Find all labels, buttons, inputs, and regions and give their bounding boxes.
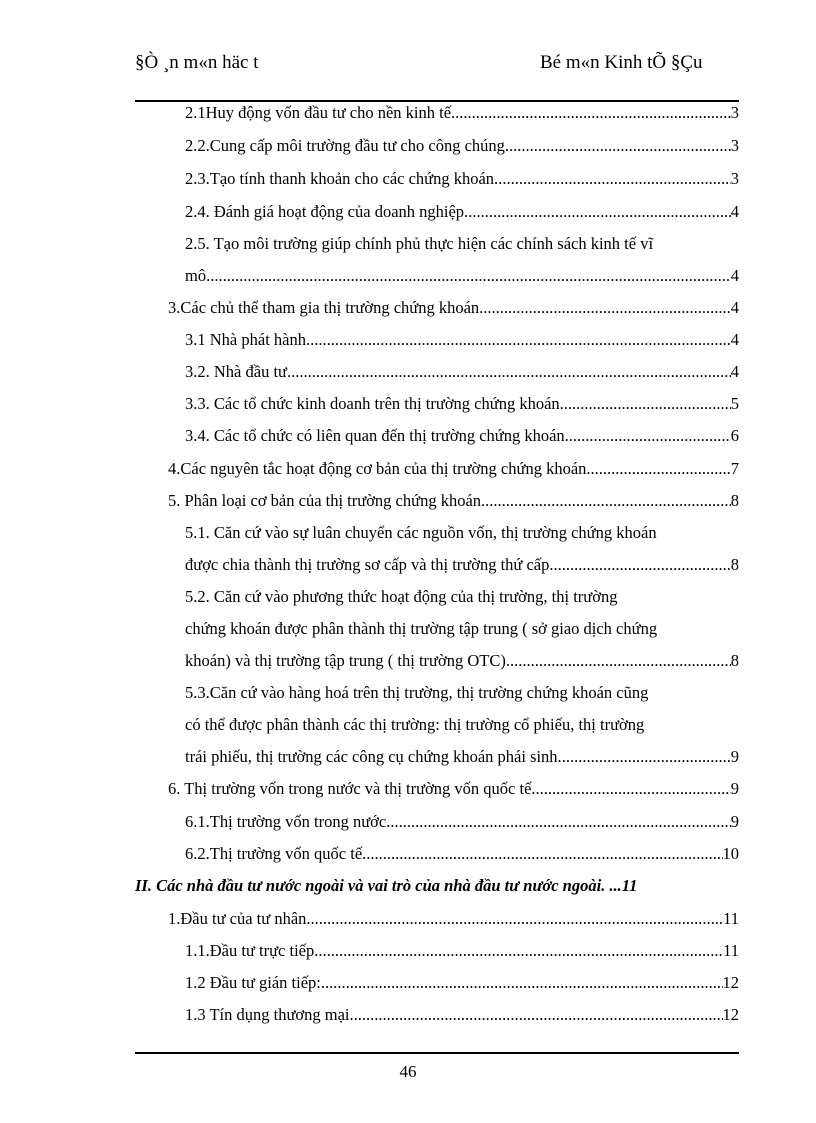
toc-entry-page: 5 (730, 394, 739, 413)
toc-entry-page: 4 (730, 202, 739, 221)
toc-entry (185, 549, 739, 581)
toc-entry-page: 7 (730, 459, 739, 478)
toc-entry-text: 3.Các chủ thể tham gia thị trường chứng khoán. (168, 298, 484, 317)
toc-entry (185, 388, 739, 420)
leader-dots (311, 903, 724, 935)
toc-entry-text-line: 2.5. Tạo môi trường giúp chính phủ thực hiện các chính sách kinh tế vĩ (185, 234, 654, 253)
leader-dots (562, 741, 731, 773)
toc-entry-text: 2.1Huy động vốn đầu tư cho nền kinh tế. (185, 103, 456, 122)
toc-entry-page: 8 (730, 491, 739, 510)
leader-dots (509, 130, 731, 162)
toc-entry (185, 838, 739, 870)
footer-rule (135, 1052, 739, 1054)
toc-entry (185, 999, 739, 1031)
toc-entry-text: 2.2.Cung cấp môi trường đầu tư cho công chúng. (185, 136, 510, 155)
toc-entry (185, 97, 739, 129)
toc-entry-text-line: có thể được phân thành các thị trường: thị trường cổ phiếu, thị trường (185, 715, 645, 734)
toc-entry (185, 163, 739, 195)
toc-entry-page: 11 (723, 941, 739, 960)
toc-entry (185, 356, 739, 388)
toc-entry (185, 420, 739, 452)
toc-entry-page: 6 (730, 426, 739, 445)
leader-dots (554, 549, 731, 581)
toc-entry-text-line: 5.2. Căn cứ vào phương thức hoạt động của thị trường, thị trường (185, 587, 618, 606)
toc-entry-text: 1.3 Tín dụng thương mại. (185, 1005, 354, 1024)
toc-entry-text: 6.1.Thị trường vốn trong nước. (185, 812, 391, 831)
toc-entry-page: 10 (722, 844, 739, 863)
toc-entry-text: trái phiếu, thị trường các công cụ chứng khoán phái sinh. (185, 747, 562, 766)
toc-entry-text-line: 5.3.Căn cứ vào hàng hoá trên thị trường, thị trường chứng khoán cũng (185, 683, 649, 702)
page-number: 46 (399, 1062, 417, 1081)
toc-entry-page: 4 (730, 266, 739, 285)
toc-entry-page: 4 (730, 298, 739, 317)
toc-entry-page: 3 (730, 169, 739, 188)
toc-entry-text: mô (185, 266, 207, 285)
toc-entry-text: 2.4. Đánh giá hoạt động của doanh nghiệp. (185, 202, 469, 221)
toc-entry-text: 1.2 Đầu tư gián tiếp: (185, 973, 321, 992)
leader-dots (485, 485, 731, 517)
toc-entry-text: 3.2. Nhà đầu tư. (185, 362, 292, 381)
toc-entry-text: được chia thành thị trường sơ cấp và thị trường thứ cấp. (185, 555, 554, 574)
leader-dots (455, 97, 731, 129)
toc-entry-text: 3.4. Các tổ chức có liên quan đến thị trường chứng khoán. (185, 426, 569, 445)
toc-entry (185, 935, 739, 967)
toc-entry-page: 9 (730, 779, 739, 798)
toc-entry-text: 3.1 Nhà phát hành. (185, 330, 311, 349)
toc-entry-text: 3.3. Các tổ chức kinh doanh trên thị trường chứng khoán. (185, 394, 564, 413)
toc-entry-page: 12 (722, 973, 739, 992)
leader-dots (354, 999, 723, 1031)
toc-entry-page: 4 (730, 330, 739, 349)
toc-entry (168, 773, 739, 805)
page-header-left: §Ò ¸n m«n häc t (135, 52, 259, 73)
leader-dots (366, 838, 722, 870)
leader-dots (591, 453, 731, 485)
leader-dots (569, 420, 731, 452)
toc-entry (168, 292, 739, 324)
leader-dots (321, 967, 723, 999)
leader-dots (564, 388, 731, 420)
toc-entry-text: 5. Phân loại cơ bản của thị trường chứng khoán. (168, 491, 486, 510)
toc-entry-page: 9 (730, 812, 739, 831)
toc-entry-text-line: 5.1. Căn cứ vào sự luân chuyển các nguồn vốn, thị trường chứng khoán (185, 523, 657, 542)
toc-entry (168, 903, 739, 935)
leader-dots (291, 356, 731, 388)
toc-entry-page: 8 (730, 555, 739, 574)
toc-entry-text: 2.3.Tạo tính thanh khoản cho các chứng khoán. (185, 169, 499, 188)
toc-section-heading (135, 870, 739, 902)
leader-dots (510, 645, 731, 677)
toc-entry (185, 324, 739, 356)
leader-dots (483, 292, 730, 324)
leader-dots (206, 260, 731, 292)
toc-entry-text: 6. Thị trường vốn trong nước và thị trường vốn quốc tế. (168, 779, 536, 798)
toc-entry-text: II. Các nhà đầu tư nước ngoài và vai trò của nhà đầu tư nước ngoài. ... (135, 876, 622, 895)
toc-entry (185, 967, 739, 999)
toc-entry (185, 196, 739, 228)
toc-entry-page: 3 (730, 103, 739, 122)
toc-entry-text: 1.1.Đầu tư trực tiếp. (185, 941, 319, 960)
toc-entry-page: 4 (730, 362, 739, 381)
toc-entry-text: khoán) và thị trường tập trung ( thị trường OTC). (185, 651, 510, 670)
toc-entry (185, 260, 739, 292)
leader-dots (468, 196, 731, 228)
toc-entry-page: 11 (621, 876, 638, 895)
toc-entry (185, 741, 739, 773)
toc-entry-text: 1.Đầu tư của tư nhân. (168, 909, 311, 928)
toc-entry-page: 3 (730, 136, 739, 155)
toc-entry-text: 6.2.Thị trường vốn quốc tế. (185, 844, 367, 863)
toc-entry-page: 8 (730, 651, 739, 670)
leader-dots (318, 935, 723, 967)
page-header-right: Bé m«n Kinh tÕ §Çu (540, 52, 703, 73)
toc-entry-text-line: chứng khoán được phân thành thị trường tập trung ( sở giao dịch chứng (185, 619, 658, 638)
toc-entry (168, 453, 739, 485)
toc-entry-page: 9 (730, 747, 739, 766)
leader-dots (390, 806, 730, 838)
leader-dots (310, 324, 731, 356)
toc-entry-page: 12 (722, 1005, 739, 1024)
leader-dots (498, 163, 731, 195)
toc-entry-text: 4.Các nguyên tắc hoạt động cơ bản của thị trường chứng khoán. (168, 459, 591, 478)
toc-entry (168, 485, 739, 517)
toc-entry (185, 806, 739, 838)
leader-dots (536, 773, 731, 805)
toc-entry (185, 130, 739, 162)
toc-entry (185, 645, 739, 677)
toc-entry-page: 11 (723, 909, 739, 928)
